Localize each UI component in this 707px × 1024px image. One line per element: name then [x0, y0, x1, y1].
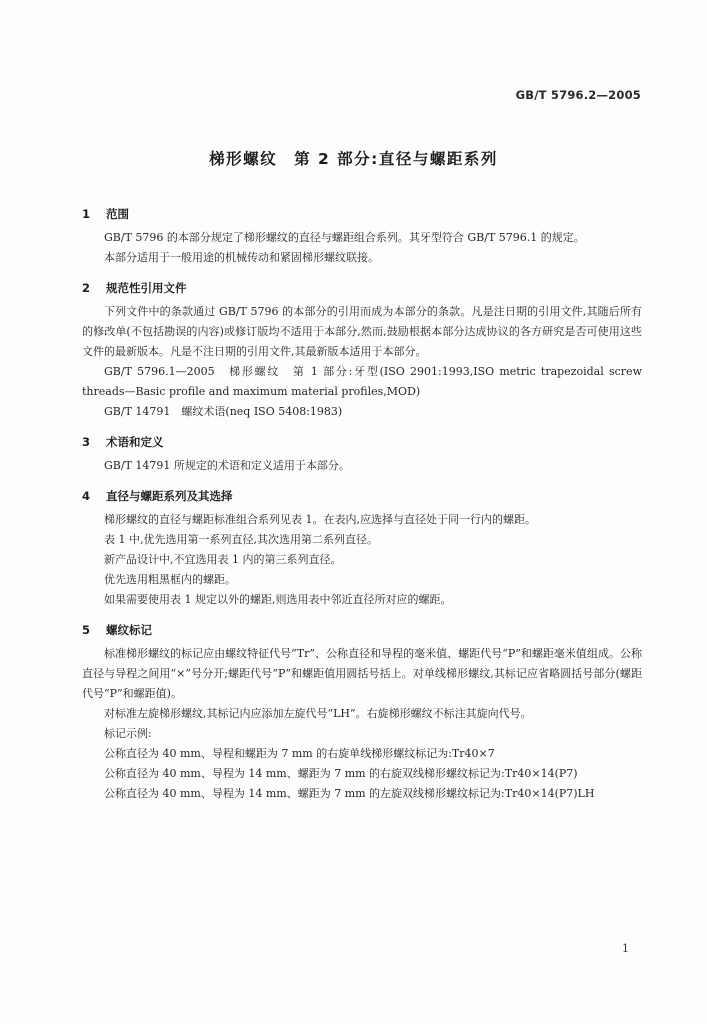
standard-code: GB/T 5796.2—2005	[515, 88, 641, 102]
paragraph: 标准梯形螺纹的标记应由螺纹特征代号“Tr”、公称直径和导程的毫米值、螺距代号“P”和螺距毫米值组成。公称直径与导程之间用“×”号分开;螺距代号“P”和螺距值用圆括号括上。对单线梯形螺纹,其标记应省略圆括号部分(螺距代号“P”和螺距值)。	[82, 647, 642, 700]
marking-example: 公称直径为 40 mm、导程和螺距为 7 mm 的右旋单线梯形螺纹标记为:Tr40×7	[104, 747, 495, 760]
section-normative-references	[82, 278, 642, 422]
section-title: 范围	[106, 207, 129, 221]
reference-entry: GB/T 14791 螺纹术语(neq ISO 5408:1983)	[104, 405, 343, 418]
section-terms-definitions	[82, 432, 642, 476]
section-title: 术语和定义	[106, 435, 164, 449]
section-number: 2	[82, 281, 91, 295]
reference-entry: GB/T 5796.1—2005 梯形螺纹 第 1 部分:牙型(ISO 2901:1993,ISO metric trapezoidal screw threads—Basic profile and maximum material profiles,MOD)	[82, 365, 642, 398]
paragraph: 新产品设计中,不宜选用表 1 内的第三系列直径。	[104, 553, 342, 566]
section-heading	[82, 278, 642, 298]
document-body	[82, 204, 642, 804]
section-heading	[82, 620, 642, 640]
section-title: 规范性引用文件	[106, 281, 187, 295]
section-number: 1	[82, 207, 91, 221]
section-title: 螺纹标记	[106, 623, 152, 637]
paragraph: 如果需要使用表 1 规定以外的螺距,则选用表中邻近直径所对应的螺距。	[104, 593, 452, 606]
paragraph: 优先选用粗黑框内的螺距。	[104, 573, 236, 586]
marking-example-label: 标记示例:	[104, 727, 152, 740]
section-number: 4	[82, 489, 91, 503]
paragraph: 本部分适用于一般用途的机械传动和紧固梯形螺纹联接。	[104, 251, 379, 264]
paragraph: 下列文件中的条款通过 GB/T 5796 的本部分的引用而成为本部分的条款。凡是注日期的引用文件,其随后所有的修改单(不包括勘误的内容)或修订版均不适用于本部分,然而,鼓励根据本部分达成协议的各方研究是否可使用这些文件的最新版本。凡是不注日期的引用文件,其最新版本适用于本部分。	[82, 305, 642, 358]
section-title: 直径与螺距系列及其选择	[106, 489, 233, 503]
section-heading	[82, 204, 642, 224]
section-diameter-pitch-series	[82, 486, 642, 610]
section-number: 3	[82, 435, 91, 449]
document-title: 梯形螺纹 第 2 部分:直径与螺距系列	[209, 150, 498, 168]
section-scope	[82, 204, 642, 268]
section-heading	[82, 432, 642, 452]
section-number: 5	[82, 623, 91, 637]
page-number: 1	[622, 942, 629, 955]
marking-example: 公称直径为 40 mm、导程为 14 mm、螺距为 7 mm 的左旋双线梯形螺纹标记为:Tr40×14(P7)LH	[104, 787, 595, 800]
paragraph: 表 1 中,优先选用第一系列直径,其次选用第二系列直径。	[104, 533, 378, 546]
marking-example: 公称直径为 40 mm、导程为 14 mm、螺距为 7 mm 的右旋双线梯形螺纹标记为:Tr40×14(P7)	[104, 767, 578, 780]
section-heading	[82, 486, 642, 506]
paragraph: 梯形螺纹的直径与螺距标准组合系列见表 1。在表内,应选择与直径处于同一行内的螺距。	[104, 513, 536, 526]
section-thread-marking	[82, 620, 642, 804]
paragraph: 对标准左旋梯形螺纹,其标记内应添加左旋代号“LH”。右旋梯形螺纹不标注其旋向代号。	[104, 707, 532, 720]
paragraph: GB/T 5796 的本部分规定了梯形螺纹的直径与螺距组合系列。其牙型符合 GB/T 5796.1 的规定。	[104, 231, 585, 244]
paragraph: GB/T 14791 所规定的术语和定义适用于本部分。	[104, 459, 350, 472]
